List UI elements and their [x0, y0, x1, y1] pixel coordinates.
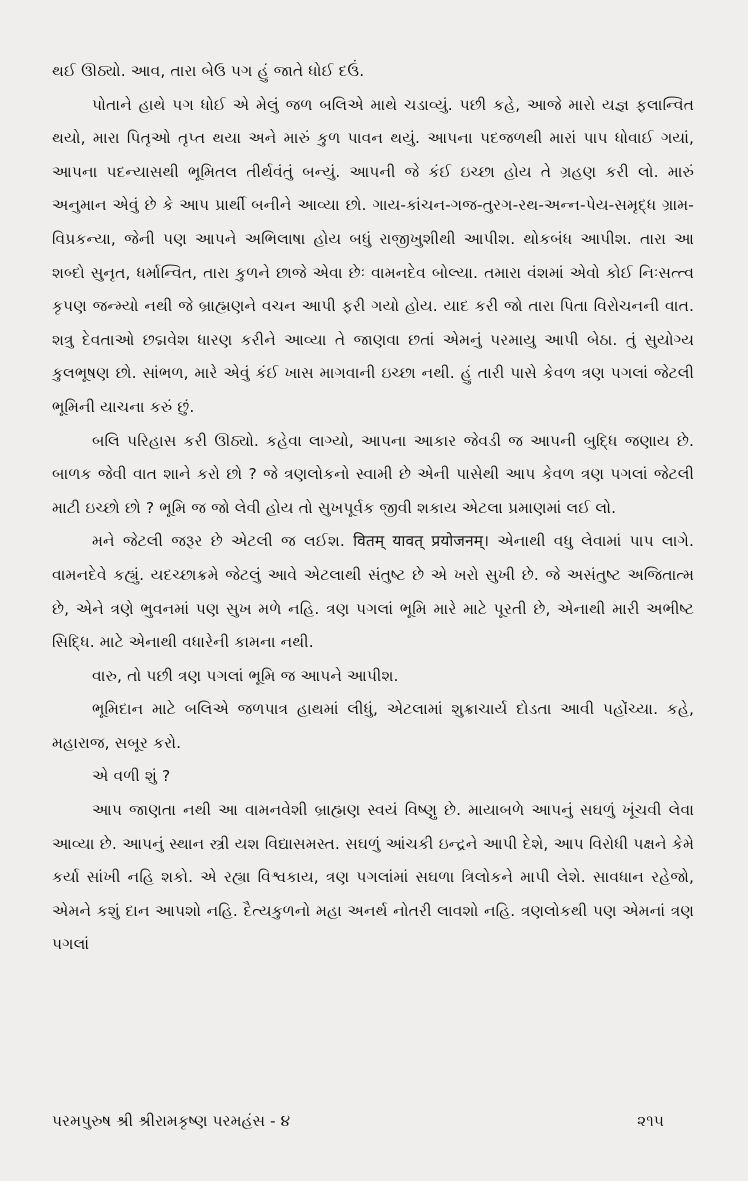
page-number: ૨૧૫ [637, 1112, 664, 1130]
paragraph: બલિ પરિહાસ કરી ઊઠ્યો. કહેવા લાગ્યો, આપના આકાર જેવડી જ આપની બુદ્ધિ જણાય છે. બાળક જેવી વાત શાને કરો છો ? જે ત્રણલોકનો સ્વામી છે એની પાસેથી આપ કેવળ ત્રણ પગલાં જેટલી માટી ઇચ્છો છો ? ભૂમિ જ જો લેવી હોય તો સુખપૂર્વક જીવી શકાય એટલા પ્રમાણમાં લઈ લો. [52, 431, 694, 517]
paragraph: આપ જાણતા નથી આ વામનવેશી બ્રાહ્મણ સ્વયં વિષ્ણુ છે. માયાબળે આપનું સઘળું ખૂંચવી લેવા આવ્યા છે. આપનું સ્થાન સ્ત્રી યશ વિદ્યાસમસ્ત. સઘળું આંચકી ઇન્દ્રને આપી દેશે, આપ વિરોધી પક્ષને કેમે કર્યા સાંખી નહિ શકો. એ રહ્યા વિશ્વકાય, ત્રણ પગલાંમાં સઘળા ત્રિલોકને માપી લેશે. સાવધાન રહેજો, એમને કશું દાન આપશો નહિ. દૈત્યકુળનો મહા અનર્થ નોતરી લાવશો નહિ. ત્રણલોકથી પણ એમનાં ત્રણ પગલાં [52, 801, 694, 954]
paragraph: પોતાને હાથે પગ ધોઈ એ મેલું જળ બલિએ માથે ચડાવ્યું. પછી કહે, આજે મારો યજ્ઞ ફલાન્વિત થયો, મારા પિતૃઓ તૃપ્ત થયા અને મારું કુળ પાવન થયું. આપના પદજળથી મારાં પાપ ધોવાઈ ગયાં, આપના પદન્યાસથી ભૂમિતલ તીર્થવંતું બન્યું. આપની જે કંઈ ઇચ્છા હોય તે ગ્રહણ કરી લો. મારું અનુમાન એવું છે કે આપ પ્રાર્થી બનીને આવ્યા છો. ગાય-કાંચન-ગજ-તુરગ-રથ-અન્ન-પેય-સમૃદ્ધ ગ્રામ-વિપ્રકન્યા, જેની પણ આપને અભિલાષા હોય બધું રાજીખુશીથી આપીશ. થોકબંધ આપીશ. તારા આ શબ્દો સુનૃત, ધર્માન્વિત, તારા કુળને છાજે એવા છેઃ વામનદેવ બોલ્યા. તમારા વંશમાં એવો કોઈ નિઃસત્ત્વ કૃપણ જન્મ્યો નથી જે બ્રાહ્મણને વચન આપી ફરી ગયો હોય. યાદ કરી જો તારા પિતા વિરોચનની વાત. શત્રુ દેવતાઓ છદ્મવેશ ધારણ કરીને આવ્યા તે જાણવા છતાં એમનું પરમાયુ આપી બેઠા. તું સુયોગ્ય કુલભૂષણ છો. સાંભળ, મારે એવું કંઈ ખાસ માગવાની ઇચ્છા નથી. હું તારી પાસે કેવળ ત્રણ પગલાં જેટલી ભૂમિની યાચના કરું છું. [52, 95, 694, 416]
body-text [52, 55, 694, 962]
paragraph: મને જેટલી જરૂર છે એટલી જ લઈશ. वितम् यावत् प्रयोजनम्। એનાથી વધુ લેવામાં પાપ લાગે. વામનદેવે કહ્યું. યદચ્છાક્રમે જેટલું આવે એટલાથી સંતુષ્ટ છે એ ખરો સુખી છે. જે અસંતુષ્ટ અજિતાત્મ છે, એને ત્રણે ભુવનમાં પણ સુખ મળે નહિ. ત્રણ પગલાં ભૂમિ મારે માટે પૂરતી છે, એનાથી મારી અભીષ્ટ સિદ્ધિ. માટે એનાથી વધારેની કામના નથી. [52, 532, 694, 652]
paragraph: ભૂમિદાન માટે બલિએ જળપાત્ર હાથમાં લીધું, એટલામાં શુક્રાચાર્ય દોડતા આવી પહોંચ્યા. કહે, મહારાજ, સબૂર કરો. [52, 700, 694, 752]
page-footer [52, 1112, 664, 1131]
paragraph: વારુ, તો પછી ત્રણ પગલાં ભૂમિ જ આપને આપીશ. [92, 666, 399, 685]
paragraph: થઈ ઊઠ્યો. આવ, તારા બેઉ પગ હું જાતે ધોઈ દઉં. [52, 62, 365, 80]
paragraph: એ વળી શું ? [92, 767, 171, 786]
running-title: પરમપુરુષ શ્રી શ્રીરામકૃષ્ણ પરમહંસ - ૪ [52, 1112, 291, 1130]
